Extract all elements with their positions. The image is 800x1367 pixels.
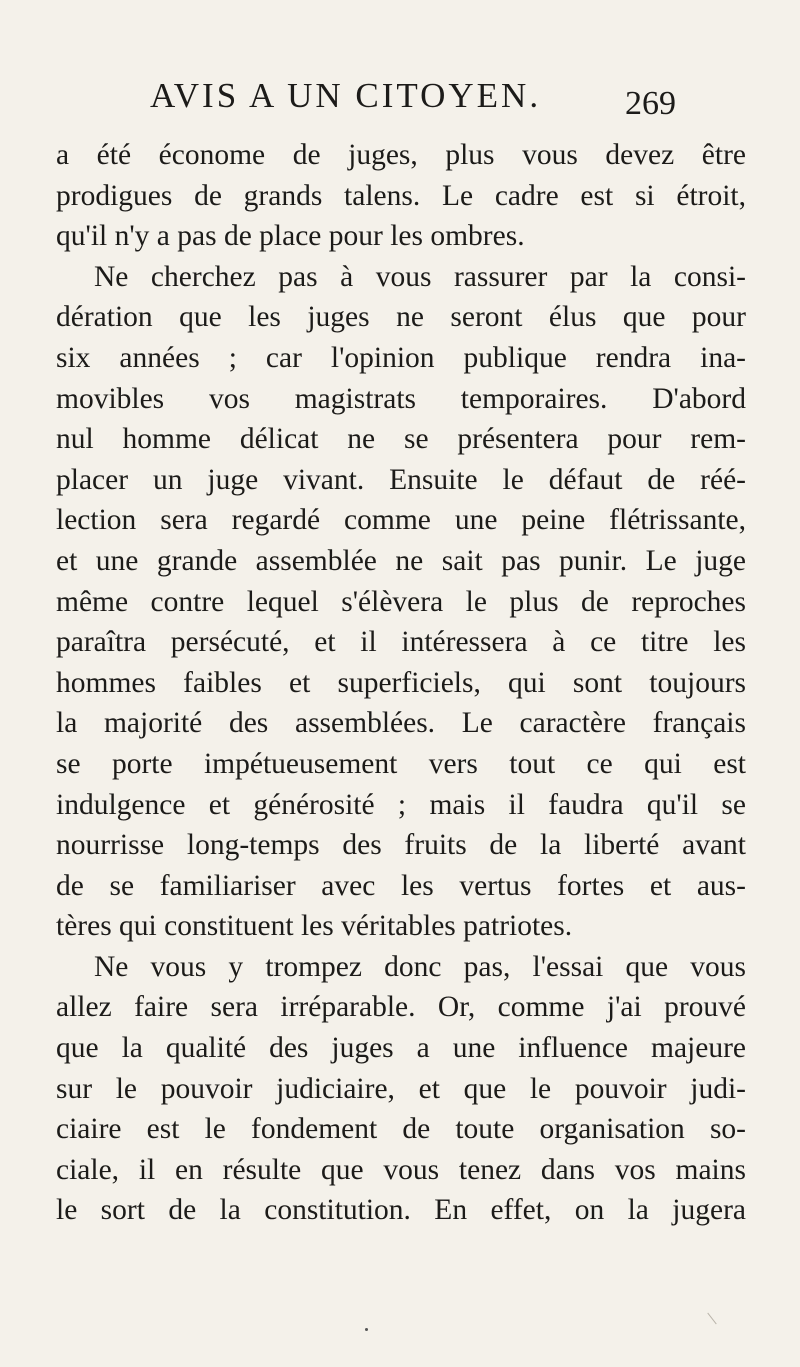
- text-line: se porte impétueusement vers tout ce qui est: [56, 747, 746, 780]
- page-header: [0, 76, 800, 122]
- text-line: même contre lequel s'élèvera le plus de reproches: [56, 585, 746, 618]
- text-line: movibles vos magistrats temporaires. D'abord: [56, 382, 746, 415]
- running-title: AVIS A UN CITOYEN.: [150, 76, 542, 115]
- text-line: ciale, il en résulte que vous tenez dans vos mains: [56, 1153, 746, 1186]
- text-line: prodigues de grands talens. Le cadre est si étroit,: [56, 179, 746, 212]
- text-line: nourrisse long-temps des fruits de la liberté avant: [56, 829, 746, 862]
- text-line: tères qui constituent les véritables patriotes.: [56, 910, 573, 943]
- text-line: de se familiariser avec les vertus fortes et aus-: [56, 869, 746, 902]
- text-line: allez faire sera irréparable. Or, comme j'ai prouvé: [56, 991, 746, 1024]
- text-line: dération que les juges ne seront élus que pour: [56, 301, 746, 334]
- text-line: qu'il n'y a pas de place pour les ombres.: [56, 220, 525, 253]
- paragraph-start-line: Ne cherchez pas à vous rassurer par la consi-: [94, 260, 746, 293]
- text-line: et une grande assemblée ne sait pas punir. Le juge: [56, 544, 746, 577]
- body-text: [56, 135, 746, 1231]
- text-line: a été économe de juges, plus vous devez être: [56, 139, 746, 171]
- paper-speck: [365, 1328, 368, 1331]
- text-line: nul homme délicat ne se présentera pour rem-: [56, 423, 746, 456]
- text-line: que la qualité des juges a une influence majeure: [56, 1032, 746, 1065]
- text-line: placer un juge vivant. Ensuite le défaut de réé-: [56, 463, 746, 496]
- text-line: lection sera regardé comme une peine flétrissante,: [56, 504, 746, 537]
- text-line: hommes faibles et superficiels, qui sont toujours: [56, 666, 746, 699]
- text-line: sur le pouvoir judiciaire, et que le pouvoir judi-: [56, 1072, 746, 1105]
- paper-scratch: [707, 1313, 716, 1325]
- text-line: le sort de la constitution. En effet, on la jugera: [56, 1194, 746, 1227]
- text-line: six années ; car l'opinion publique rendra ina-: [56, 341, 746, 374]
- text-line: la majorité des assemblées. Le caractère français: [56, 707, 746, 740]
- page-number: 269: [625, 85, 676, 122]
- text-line: paraîtra persécuté, et il intéressera à ce titre les: [56, 626, 746, 659]
- text-line: ciaire est le fondement de toute organisation so-: [56, 1113, 746, 1146]
- paragraph-start-line: Ne vous y trompez donc pas, l'essai que vous: [94, 950, 746, 983]
- text-line: indulgence et générosité ; mais il faudra qu'il se: [56, 788, 746, 821]
